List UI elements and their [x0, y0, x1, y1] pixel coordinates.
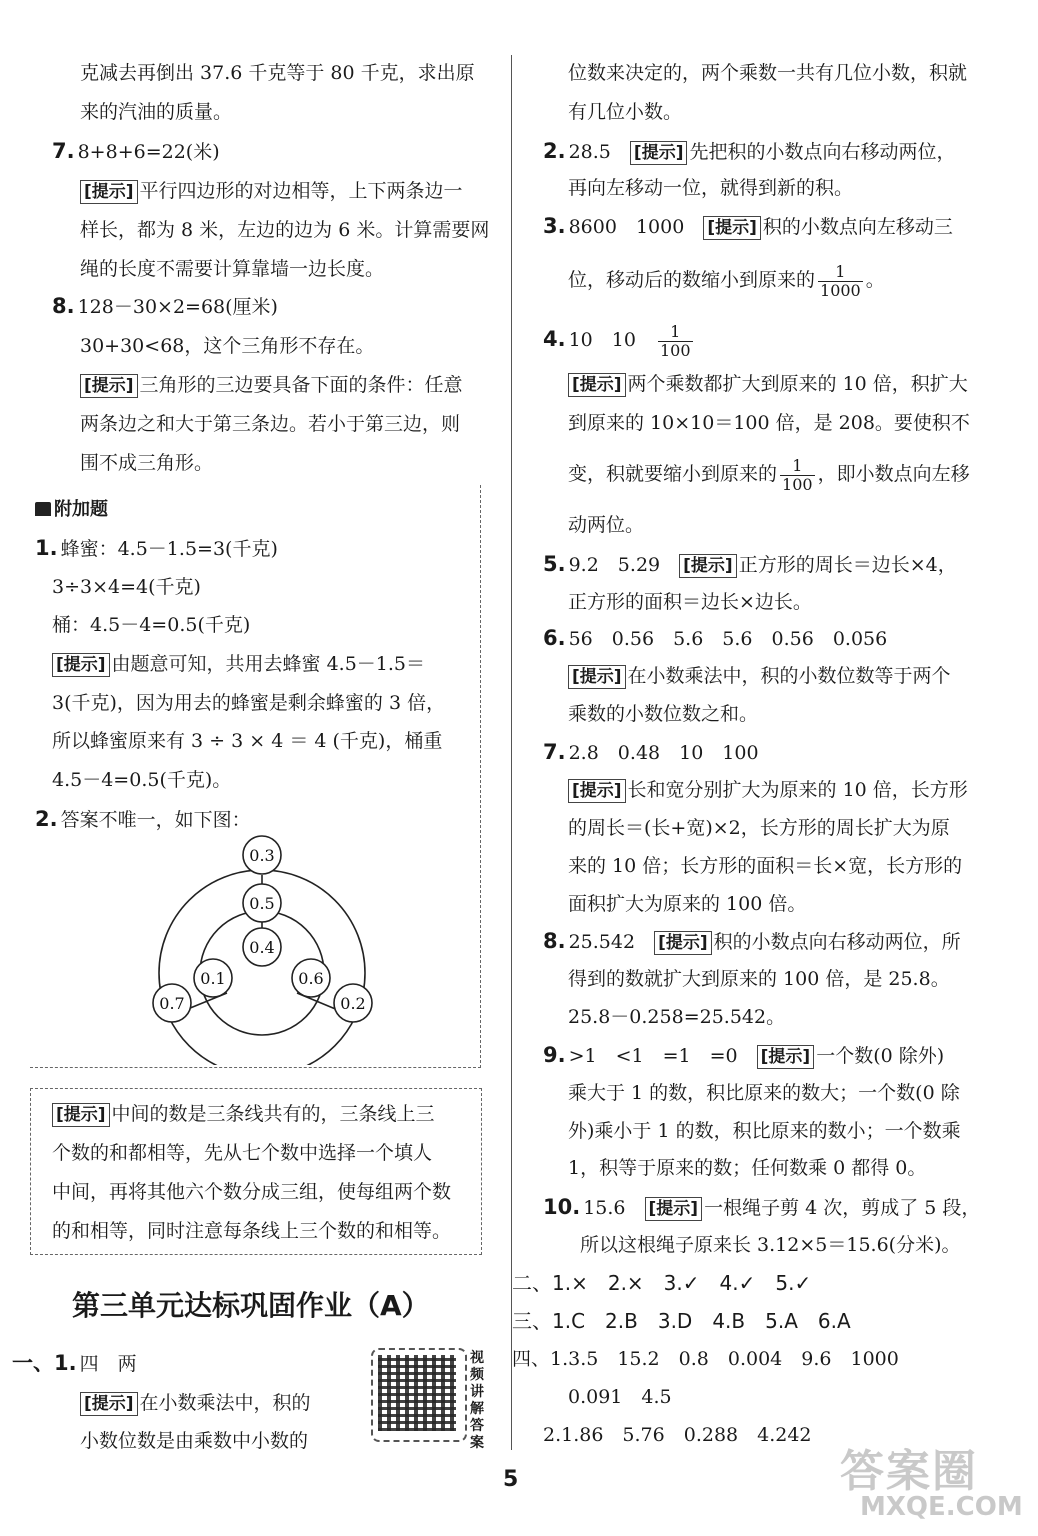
right-line-2: 有几位小数。: [568, 101, 683, 123]
answer: 128－30×2=68(厘米): [77, 296, 278, 318]
section2-answers: 二、1.× 2.× 3.✓ 4.✓ 5.✓: [512, 1271, 812, 1295]
answer: 2.8 0.48 10 100: [568, 742, 759, 764]
hint-text: 积的小数点向右移动两位，所: [713, 931, 961, 953]
left-line-1: 克减去再倒出 37.6 千克等于 80 千克，求出原: [80, 62, 475, 84]
hint-text: 在小数乘法中，积的: [139, 1392, 311, 1414]
qr-code-icon[interactable]: [378, 1355, 456, 1431]
right-q7-hint-4: 面积扩大为原来的 100 倍。: [568, 893, 807, 915]
left-q7-hint-3: 绳的长度不需要计算靠墙一边长度。: [80, 258, 385, 280]
answer: 10 10: [568, 329, 636, 351]
hint-tag: [提示]: [568, 373, 626, 397]
right-q2-hint-2: 再向左移动一位，就得到新的积。: [568, 177, 854, 199]
right-q3-hint-2: [568, 258, 885, 302]
left-q7: [52, 138, 220, 165]
hint-tag: [提示]: [568, 779, 626, 803]
hint-tag: [提示]: [80, 1392, 138, 1416]
section4-line-1: 四、1.3.5 15.2 0.8 0.004 9.6 1000: [512, 1348, 899, 1370]
q-number: 2.: [543, 139, 566, 163]
q-number: 4.: [543, 327, 566, 351]
right-q7-hint-2: 的周长＝(长+宽)×2，长方形的周长扩大为原: [568, 817, 950, 839]
node-right-in: 0.6: [298, 969, 324, 988]
box-hint-3: 中间，再将其他六个数分成三组，使每组两个数: [52, 1181, 452, 1203]
denominator: 100: [659, 340, 691, 360]
answer: 蜂蜜：4.5－1.5=3(千克): [60, 538, 278, 560]
denominator: 1000: [820, 280, 861, 300]
hint-text: 积的小数点向左移动三: [762, 216, 953, 238]
left-q8-hint-3: 围不成三角形。: [80, 452, 214, 474]
right-q5-hint-2: 正方形的面积＝边长×边长。: [568, 591, 812, 613]
answer: 56 0.56 5.6 5.6 0.56 0.056: [568, 628, 888, 650]
hint-text: 两个乘数都扩大到原来的 10 倍，积扩大: [627, 373, 968, 395]
hint-text: 长和宽分别扩大为原来的 10 倍，长方形: [627, 779, 968, 801]
right-q4-hint-1: [568, 371, 968, 397]
section3-answers: 三、1.C 2.B 3.D 4.B 5.A 6.A: [512, 1309, 851, 1333]
left-line-2: 来的汽油的质量。: [80, 101, 233, 123]
right-q8-hint-2: 得到的数就扩大到原来的 100 倍，是 25.8。: [568, 968, 950, 990]
answer: 9.2 5.29: [568, 554, 661, 576]
q-number: 7.: [543, 740, 566, 764]
answer: 28.5: [568, 141, 611, 163]
answer: 8+8+6=22(米): [77, 141, 220, 163]
node-top: 0.3: [249, 846, 275, 865]
box-hint-1: [52, 1101, 435, 1127]
hint-tag: [提示]: [679, 554, 737, 578]
right-q10: [543, 1194, 980, 1221]
extra-q1-b: 3÷3×4=4(千克): [52, 576, 201, 598]
q-number: 1.: [35, 536, 58, 560]
hint-text: 一根绳子剪 4 次，剪成了 5 段，: [704, 1197, 981, 1219]
q-number: 7.: [52, 139, 75, 163]
hint-text: 中间的数是三条线共有的，三条线上三: [111, 1103, 435, 1125]
right-q3: [543, 213, 953, 240]
right-q7-hint-1: [568, 777, 968, 803]
extra-q2: [35, 806, 251, 833]
hint-tag: [提示]: [645, 1197, 703, 1221]
punct: 。: [865, 269, 885, 291]
hint-text: 位，移动后的数缩小到原来的: [568, 269, 816, 291]
right-q4: [543, 317, 696, 362]
extra-q1: [35, 535, 278, 562]
right-q6-hint-2: 乘数的小数位数之和。: [568, 703, 759, 725]
hint-tag: [提示]: [757, 1045, 815, 1069]
page-number: 5: [503, 1467, 519, 1492]
answer: 四 两: [79, 1353, 137, 1375]
numerator: 1: [658, 323, 693, 342]
hint-text: 正方形的周长＝边长×4，: [738, 554, 957, 576]
fraction: [818, 263, 863, 300]
left-q8: [52, 293, 278, 320]
q-number: 9.: [543, 1043, 566, 1067]
section1-q1: [12, 1350, 137, 1377]
right-q9: [543, 1042, 944, 1069]
q-number: 5.: [543, 552, 566, 576]
watermark-url: MXQE.COM: [860, 1492, 1023, 1522]
right-q4-hint-4: 动两位。: [568, 514, 645, 536]
node-left-out: 0.7: [159, 994, 185, 1013]
book-icon: [35, 502, 51, 516]
hint-tag: [提示]: [654, 931, 712, 955]
extra-q1-hint-2: 3(千克)，因为用去的蜂蜜是剩余蜂蜜的 3 倍，: [52, 692, 446, 714]
extra-q1-hint-1: [52, 651, 425, 677]
right-q5: [543, 551, 957, 578]
hint-tag: [提示]: [80, 374, 138, 398]
section4-line-2: 0.091 4.5: [568, 1386, 672, 1408]
hint-tag: [提示]: [52, 1103, 110, 1127]
hint-text: 平行四边形的对边相等，上下两条边一: [139, 180, 463, 202]
extra-title: [35, 497, 108, 523]
answer: 25.542: [568, 931, 636, 953]
hint-text: 先把积的小数点向右移动两位，: [689, 141, 956, 163]
left-q7-hint-2: 样长，都为 8 米，左边的边为 6 米。计算需要网: [80, 219, 490, 241]
q-number: 2.: [35, 807, 58, 831]
left-q8-hint-1: [80, 372, 463, 398]
circle-diagram: [140, 835, 380, 1065]
section4-line-3: 2.1.86 5.76 0.288 4.242: [543, 1424, 812, 1446]
right-q7-hint-3: 来的 10 倍；长方形的面积＝长×宽，长方形的: [568, 855, 963, 877]
hint-tag: [提示]: [52, 653, 110, 677]
right-line-1: 位数来决定的，两个乘数一共有几位小数，积就: [568, 62, 968, 84]
left-q8-b: 30+30<68，这个三角形不存在。: [80, 335, 375, 357]
hint-text: 三角形的三边要具备下面的条件：任意: [139, 374, 463, 396]
answer: >1 <1 =1 =0: [568, 1045, 738, 1067]
hint-text: 在小数乘法中，积的小数位数等于两个: [627, 665, 951, 687]
qr-label: 视频讲解答案: [470, 1350, 484, 1451]
extra-q1-hint-3: 所以蜂蜜原来有 3 ÷ 3 × 4 ＝ 4 (千克)，桶重: [52, 730, 443, 752]
q-number: 8.: [52, 294, 75, 318]
hint-tag: [提示]: [80, 180, 138, 204]
q-number: 10.: [543, 1195, 581, 1219]
right-q4-hint-3: [568, 452, 970, 496]
column-divider: [511, 55, 512, 1450]
right-q8: [543, 928, 961, 955]
right-q2: [543, 138, 955, 165]
right-q6: [543, 625, 887, 652]
right-q8-hint-3: 25.8－0.258=25.542。: [568, 1006, 786, 1028]
hint-text: 变，积就要缩小到原来的: [568, 463, 778, 485]
right-q10-hint-2: 所以这根绳子原来长 3.12×5＝15.6(分米)。: [580, 1234, 961, 1256]
right-q9-hint-4: 1，积等于原来的数；任何数乘 0 都得 0。: [568, 1157, 927, 1179]
node-right-out: 0.2: [340, 994, 366, 1013]
answer: 8600 1000: [568, 216, 685, 238]
fraction: [658, 323, 693, 360]
hint-tag: [提示]: [703, 216, 761, 240]
right-q6-hint-1: [568, 663, 951, 689]
left-q8-hint-2: 两条边之和大于第三条边。若小于第三边，则: [80, 413, 461, 435]
q-number: 3.: [543, 214, 566, 238]
denominator: 100: [782, 474, 813, 494]
answer: 答案不唯一，如下图：: [60, 809, 251, 831]
q-number: 8.: [543, 929, 566, 953]
node-left-in: 0.1: [200, 969, 226, 988]
section1-hint-2: 小数位数是由乘数中小数的: [80, 1430, 309, 1452]
hint-text: 由题意可知，共用去蜂蜜 4.5－1.5＝: [111, 653, 426, 675]
node-mid: 0.5: [249, 894, 275, 913]
section-title: 第三单元达标巩固作业（A）: [72, 1289, 430, 1322]
hint-tag: [提示]: [630, 141, 688, 165]
right-q4-hint-2: 到原来的 10×10＝100 倍，是 208。要使积不: [568, 412, 970, 434]
right-q7: [543, 739, 759, 766]
hint-text: 一个数(0 除外): [816, 1045, 945, 1067]
hint-text: ，即小数点向左移: [817, 463, 970, 485]
section1-hint-1: [80, 1390, 311, 1416]
extra-q1-hint-4: 4.5－4=0.5(千克)。: [52, 769, 232, 791]
numerator: 1: [780, 457, 815, 476]
q-number: 一、1.: [12, 1351, 77, 1375]
right-q9-hint-3: 外)乘小于 1 的数，积比原来的数小；一个数乘: [568, 1120, 961, 1142]
numerator: 1: [818, 263, 863, 282]
hint-tag: [提示]: [568, 665, 626, 689]
q-number: 6.: [543, 626, 566, 650]
right-q9-hint-2: 乘大于 1 的数，积比原来的数大；一个数(0 除: [568, 1082, 960, 1104]
extra-q1-c: 桶：4.5－4=0.5(千克): [52, 614, 251, 636]
watermark-logo: 答案圈: [840, 1446, 978, 1497]
box-hint-4: 的和相等，同时注意每条线上三个数的和相等。: [52, 1220, 452, 1242]
node-center: 0.4: [249, 938, 275, 957]
left-q7-hint-1: [80, 178, 463, 204]
box-hint-2: 个数的和都相等，先从七个数中选择一个填人: [52, 1142, 433, 1164]
extra-title-text: 附加题: [54, 499, 108, 520]
fraction: [780, 457, 815, 494]
answer: 15.6: [583, 1197, 626, 1219]
